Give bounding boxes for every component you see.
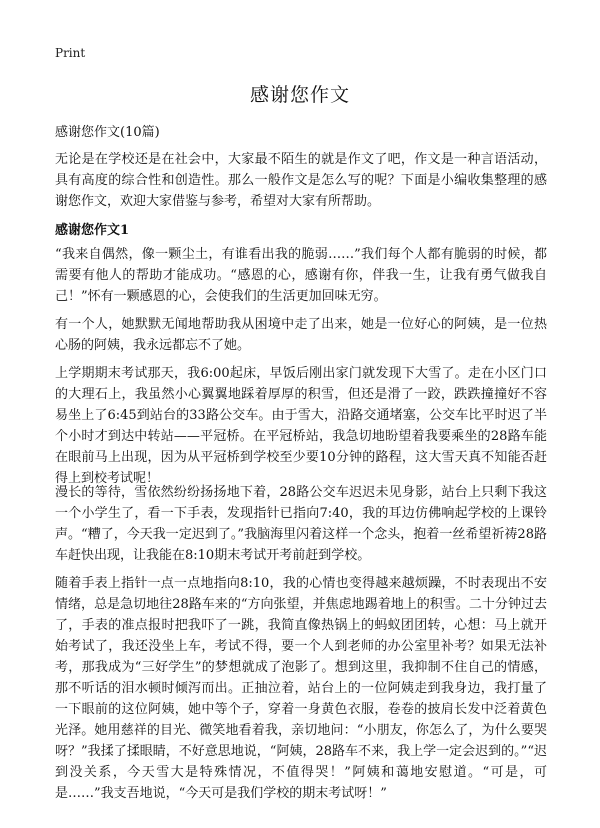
page-title: 感谢您作文 bbox=[249, 84, 350, 106]
print-link[interactable]: Print bbox=[55, 46, 86, 60]
document-subtitle: 感谢您作文(10篇) bbox=[55, 125, 160, 140]
intro-paragraph: 无论是在学校还是在社会中，大家最不陌生的就是作文了吧，作文是一种言语活动，具有高度的综合性和创造性。那么一般作文是怎么写的呢？下面是小编收集整理的感谢您作文，欢迎大家借鉴与参考，希望对大家有所帮助。 bbox=[55, 152, 547, 209]
section-heading: 感谢您作文1 bbox=[55, 223, 130, 238]
body-paragraph: “我来自偶然，像一颗尘土，有谁看出我的脆弱……”我们每个人都有脆弱的时候，都需要有他人的帮助才能成功。“感恩的心，感谢有你，伴我一生，让我有勇气做我自己！”怀有一颗感恩的心，会使我们的生活更加回味无穷。 bbox=[55, 247, 547, 304]
body-paragraph: 随着手表上指针一点一点地指向8:10，我的心情也变得越来越烦躁，不时表现出不安情绪，总是急切地往28路车来的“方向张望，并焦虑地踢着地上的积雪。二十分钟过去了，手表的准点报时把我吓了一跳，我简直像热锅上的蚂蚁团团转，心想：马上就开始考试了，我还没坐上车，考试不得，要一个人到老师的办公室里补考？如果无法补考，那我成为“三好学生”的梦想就成了泡影了。想到这里，我抑制不住自己的情感，那不听话的泪水顿时倾泻而出。正抽泣着，站台上的一位阿姨走到我身边，我打量了一下眼前的这位阿姨，她中等个子，穿着一身黄色衣服，卷卷的披肩长发中泛着黄色光泽。她用慈祥的目光、微笑地看着我，亲切地问：“小朋友，你怎么了，为什么要哭呀？”我揉了揉眼睛，不好意思地说，“阿姨，28路车不来，我上学一定会迟到的。”“迟到没关系，今天雪大是特殊情况，不值得哭！”阿姨和蔼地安慰道。“可是，可是……”我支吾地说，“今天可是我们学校的期末考试呀！” bbox=[55, 576, 547, 801]
body-paragraph: 漫长的等待，雪依然纷纷扬扬地下着，28路公交车迟迟未见身影，站台上只剩下我这一个小学生了，看一下手表，发现指针已指向7:40，我的耳边仿佛响起学校的上课铃声。“糟了，今天我一定迟到了。”我脑海里闪着这样一个念头，抱着一丝希望祈祷28路车赶快出现，让我能在8:10期末考试开考前赶到学校。 bbox=[55, 485, 547, 563]
body-paragraph: 上学期期末考试那天，我6:00起床，早饭后刚出家门就发现下大雪了。走在小区门口的大理石上，我虽然小心翼翼地踩着厚厚的积雪，但还是滑了一跤，跌跌撞撞好不容易坐上了6:45到站台的33路公交车。由于雪大，沿路交通堵塞，公交车比平时迟了半个小时才到达中转站——平冠桥。在平冠桥站，我急切地盼望着我要乘坐的28路车能在眼前马上出现，因为从平冠桥到学校至少要10分钟的路程，这大雪天真不知能否赶得上到校考试呢！ bbox=[55, 366, 547, 486]
body-paragraph: 有一个人，她默默无闻地帮助我从困境中走了出来，她是一位好心的阿姨，是一位热心肠的阿姨，我永远都忘不了她。 bbox=[55, 317, 547, 353]
